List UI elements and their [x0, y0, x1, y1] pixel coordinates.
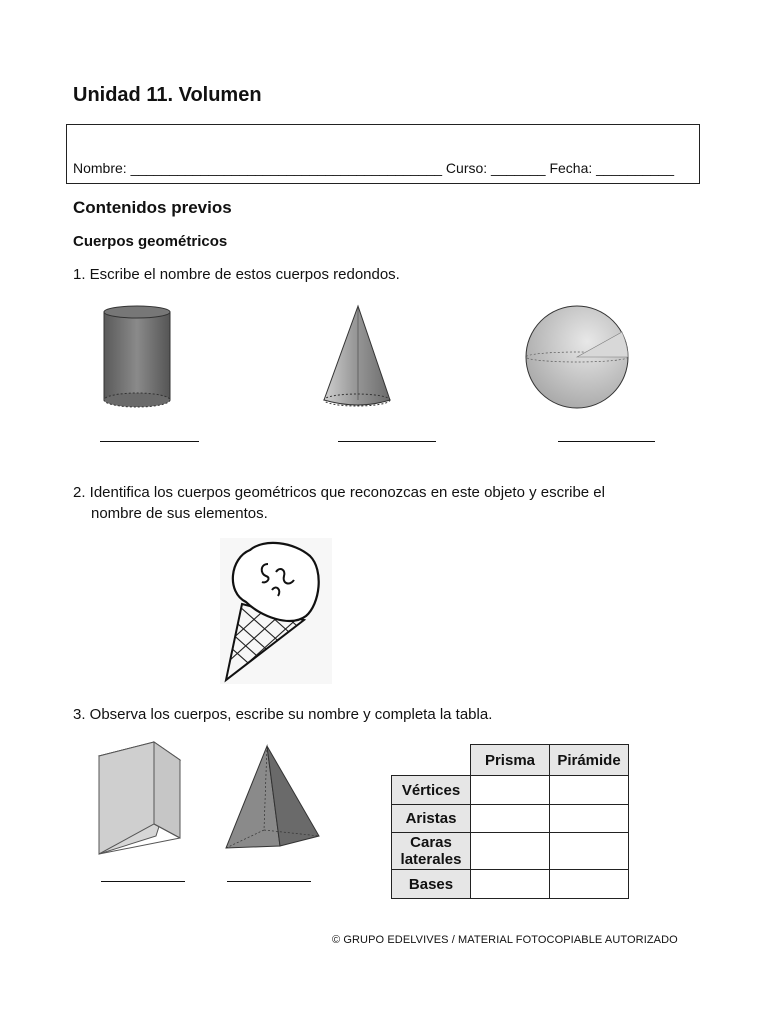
row-header-vertices: Vértices	[392, 776, 471, 805]
question-1-text: 1. Escribe el nombre de estos cuerpos redondos.	[73, 266, 400, 283]
table-cell[interactable]	[550, 833, 629, 870]
footer-copyright: © GRUPO EDELVIVES / MATERIAL FOTOCOPIABLE AUTORIZADO	[332, 934, 678, 946]
table-cell[interactable]	[550, 870, 629, 899]
table-row	[392, 805, 629, 833]
table-cell[interactable]	[550, 805, 629, 833]
square-pyramid-icon	[224, 744, 322, 850]
sphere-icon	[524, 306, 632, 410]
table-corner	[392, 745, 471, 776]
fecha-field[interactable]: Fecha: __________	[549, 160, 675, 176]
section-subtitle: Cuerpos geométricos	[73, 233, 228, 250]
answer-line-pyramid[interactable]	[227, 881, 311, 882]
table-row	[392, 776, 629, 805]
answer-line-sphere[interactable]	[558, 441, 655, 442]
cylinder-icon	[100, 304, 176, 410]
table-cell[interactable]	[471, 870, 550, 899]
properties-table	[391, 744, 629, 899]
table-cell[interactable]	[471, 833, 550, 870]
page-title: Unidad 11. Volumen	[73, 84, 262, 106]
question-2-line-2: nombre de sus elementos.	[91, 505, 268, 522]
col-header-prisma: Prisma	[471, 745, 550, 776]
question-2-line-1: 2. Identifica los cuerpos geométricos que reconozcas en este objeto y escribe el	[73, 484, 605, 501]
cone-icon	[320, 304, 396, 410]
row-header-caras-laterales	[392, 833, 471, 870]
table-cell[interactable]	[550, 776, 629, 805]
table-row	[392, 833, 629, 870]
table-row	[392, 870, 629, 899]
question-2-text	[73, 482, 693, 524]
col-header-piramide: Pirámide	[550, 745, 629, 776]
answer-line-cone[interactable]	[338, 441, 436, 442]
section-title: Contenidos previos	[73, 198, 232, 217]
curso-field[interactable]: Curso: _______	[445, 160, 546, 176]
caras-line-1: Caras	[410, 834, 452, 851]
answer-line-prism[interactable]	[101, 881, 185, 882]
row-header-aristas: Aristas	[392, 805, 471, 833]
student-info-line	[73, 160, 674, 176]
table-cell[interactable]	[471, 805, 550, 833]
nombre-field[interactable]: Nombre: ________________________________________	[73, 160, 443, 176]
triangular-prism-icon	[96, 740, 198, 858]
answer-line-cylinder[interactable]	[100, 441, 199, 442]
table-cell[interactable]	[471, 776, 550, 805]
question-3-text: 3. Observa los cuerpos, escribe su nombre y completa la tabla.	[73, 706, 493, 723]
caras-line-2: laterales	[400, 851, 462, 868]
row-header-bases: Bases	[392, 870, 471, 899]
table-header-row	[392, 745, 629, 776]
ice-cream-cone-icon	[220, 538, 332, 684]
